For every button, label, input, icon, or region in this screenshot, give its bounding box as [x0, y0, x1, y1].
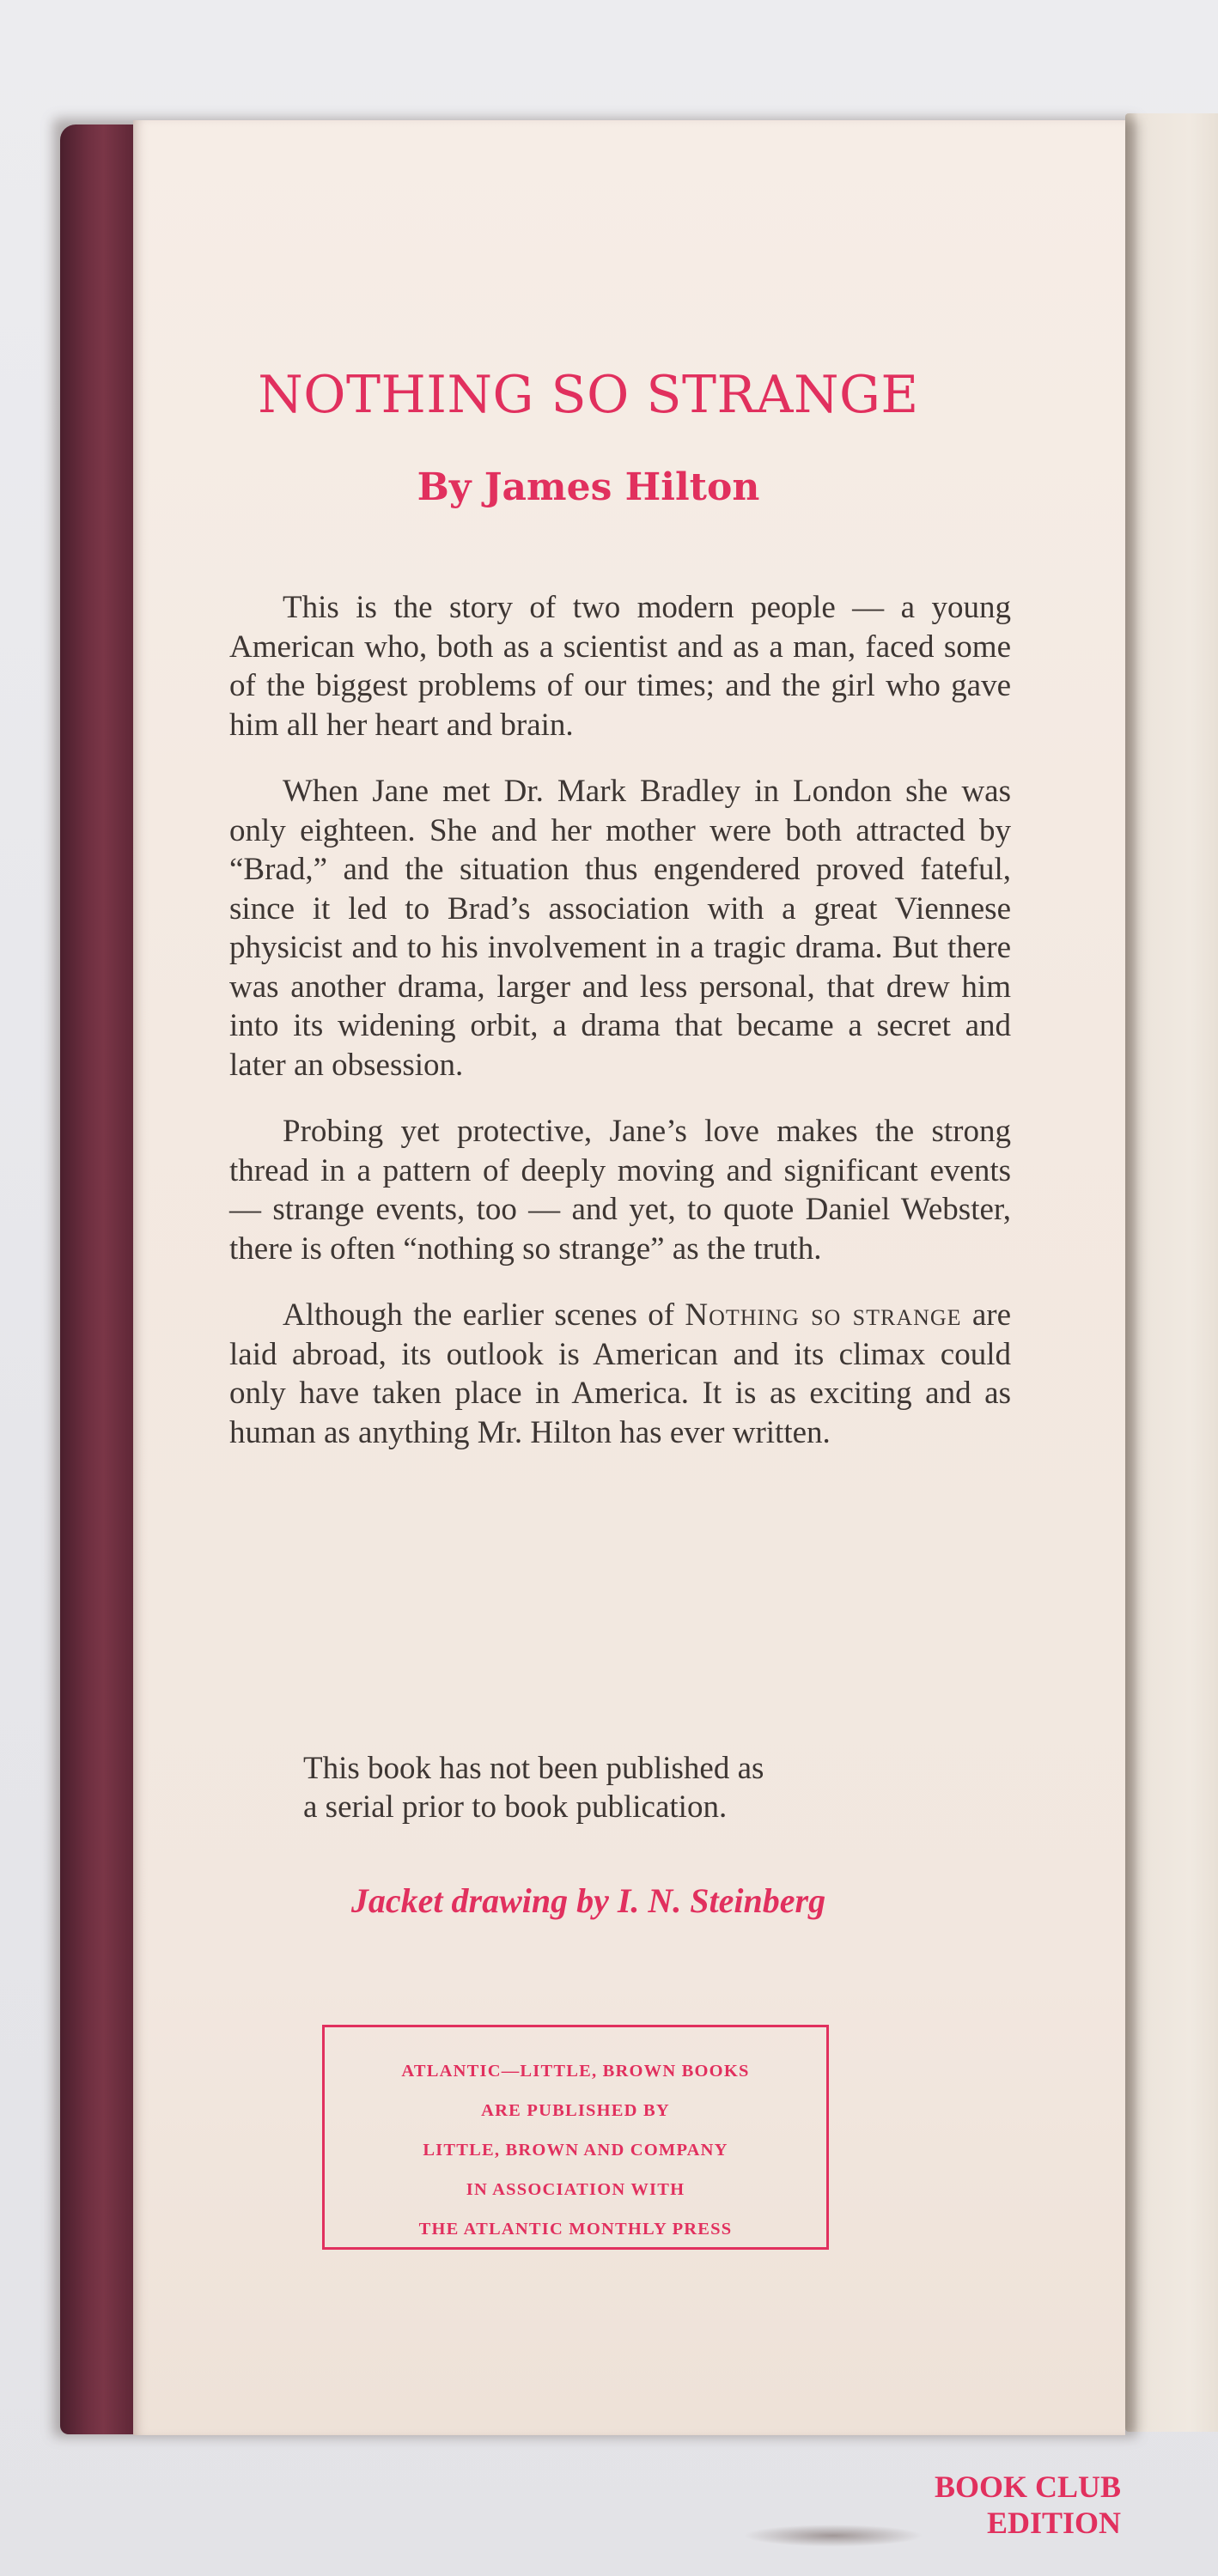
book-author: By James Hilton [417, 465, 760, 509]
jacket-flap-page [133, 120, 1125, 2540]
imprint-line-3: LITTLE, BROWN AND COMPANY [423, 2141, 728, 2160]
imprint-line-2: ARE PUBLISHED BY [481, 2101, 670, 2120]
jacket-art-credit: Jacket drawing by I. N. Steinberg [350, 1881, 826, 1920]
blurb-paragraph-2: When Jane met Dr. Mark Bradley in London she was only eighteen. She and her mother were both attracted by “Brad,” and the situation thus engendered proved fateful, since it led to Brad’s association with a great Viennese physicist and to his involvement in a tragic drama. But there was another drama, larger and less personal, that drew him into its widening orbit, a drama that became a secret and later an obsession. [229, 774, 1011, 1083]
blurb-inline-title: Nothing so strange [685, 1297, 962, 1333]
blurb-paragraph-4-rest: are laid abroad, its outlook is American and its climax could only have taken place in America. It is as exciting and as human as anything Mr. Hilton has ever written. [229, 1297, 1012, 1450]
publisher-imprint-box [322, 2025, 829, 2250]
blurb-text [229, 588, 1011, 1479]
jacket-spine-edge [60, 125, 139, 2434]
adjacent-jacket-panel [1125, 113, 1218, 2432]
serialization-note-line-1: This book has not been published as [303, 1751, 764, 1786]
imprint-line-4: IN ASSOCIATION WITH [466, 2180, 685, 2199]
book-title: NOTHING SO STRANGE [258, 365, 919, 425]
blurb-paragraph-1: This is the story of two modern people — a young American who, both as a scientist and as a man, faced some of the biggest problems of our times; and the girl who gave him all her heart and brain. [229, 590, 1011, 743]
edition-line-2: EDITION [986, 2506, 1121, 2540]
serialization-note-line-2: a serial prior to book publication. [303, 1789, 728, 1825]
imprint-line-5: THE ATLANTIC MONTHLY PRESS [418, 2220, 733, 2239]
edition-line-1: BOOK CLUB [934, 2470, 1121, 2504]
serialization-note [303, 1749, 922, 1826]
blurb-paragraph-4-lead: Although the earlier scenes of [283, 1297, 675, 1333]
paper-crease [743, 2524, 923, 2547]
blurb-paragraph-4 [229, 1296, 1011, 1452]
blurb-paragraph-3: Probing yet protective, Jane’s love makes the strong thread in a pattern of deeply moving and significant events — strange events, too — and yet, to quote Daniel Webster, there is often “nothing so strange” as the truth. [229, 1114, 1011, 1267]
imprint-line-1: ATLANTIC—LITTLE, BROWN BOOKS [401, 2062, 750, 2081]
